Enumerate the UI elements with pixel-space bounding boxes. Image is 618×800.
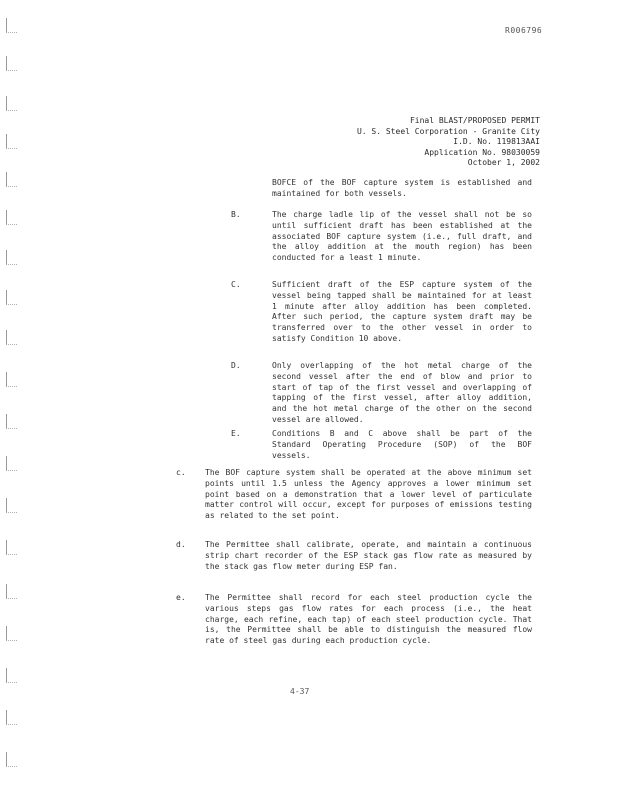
item-e-label: E. xyxy=(231,429,241,438)
item-d-text: Only overlapping of the hot metal charge of the second vessel after the end of blow and prior to start of tap of the first vessel and overlapping of tapping of the first vessel, after alloy addition, and the hot metal charge of the other on the second vessel are allowed. xyxy=(272,361,532,424)
item-b-text: The charge ladle lip of the vessel shall not be so until sufficient draft has been established at the associated BOF capture system (i.e., full draft, and the alloy addition at the mouth region) has been conducted for a least 1 minute. xyxy=(272,210,532,263)
item-c-text: Sufficient draft of the ESP capture system of the vessel being tapped shall be maintained for at least 1 minute after alloy addition has been completed. After such period, the capture system draft may be transferred over to the other vessel in order to satisfy Condition 10 above. xyxy=(272,280,532,343)
item-d-paragraph xyxy=(272,361,532,426)
item-main-d-text: The Permittee shall calibrate, operate, and maintain a continuous strip chart recorder of the ESP stack gas flow rate as measured by the stack gas flow meter during ESP fan. xyxy=(205,540,532,571)
header-company: U. S. Steel Corporation - Granite City xyxy=(356,126,540,136)
item-e-text: Conditions B and C above shall be part of the Standard Operating Procedure (SOP) of the BOF vessels. xyxy=(272,429,532,460)
item-main-d-label: d. xyxy=(176,540,186,549)
item-main-c-label: c. xyxy=(176,468,186,477)
item-d-label: D. xyxy=(231,361,241,370)
document-header xyxy=(300,116,540,169)
item-b-label: B. xyxy=(231,210,241,219)
item-e-paragraph xyxy=(272,429,532,461)
item-main-e-paragraph xyxy=(205,593,532,647)
header-date: October 1, 2002 xyxy=(467,158,540,168)
document-stamp: R006796 xyxy=(505,26,543,35)
item-main-e-label: e. xyxy=(176,593,186,602)
intro-text: BOFCE of the BOF capture system is established and maintained for both vessels. xyxy=(272,178,532,198)
header-title: Final BLAST/PROPOSED PERMIT xyxy=(409,116,540,125)
scan-binding-edge xyxy=(0,0,34,800)
intro-paragraph xyxy=(272,178,532,200)
item-main-e-text: The Permittee shall record for each steel production cycle the various steps gas flow rates for each process (i.e., the heat charge, each refine, each tap) of each steel production cycle. That is, the Permittee shall be able to distinguish the measured flow rate of steel gas during each production cycle. xyxy=(205,593,532,646)
item-main-c-text: The BOF capture system shall be operated at the above minimum set points until 1.5 unless the Agency approves a lower minimum set point based on a demonstration that a lower level of particulate matter control will occur, except for purposes of emissions testing as related to the set point. xyxy=(205,468,532,521)
item-b-paragraph xyxy=(272,210,532,264)
item-c-label: C. xyxy=(231,280,241,289)
header-application: Application No. 98030059 xyxy=(424,147,540,157)
item-main-c-paragraph xyxy=(205,468,532,522)
page-number: 4-37 xyxy=(290,687,310,696)
item-c-paragraph xyxy=(272,280,532,345)
item-main-d-paragraph xyxy=(205,540,532,572)
header-id: I.D. No. 119813AAI xyxy=(453,137,540,147)
